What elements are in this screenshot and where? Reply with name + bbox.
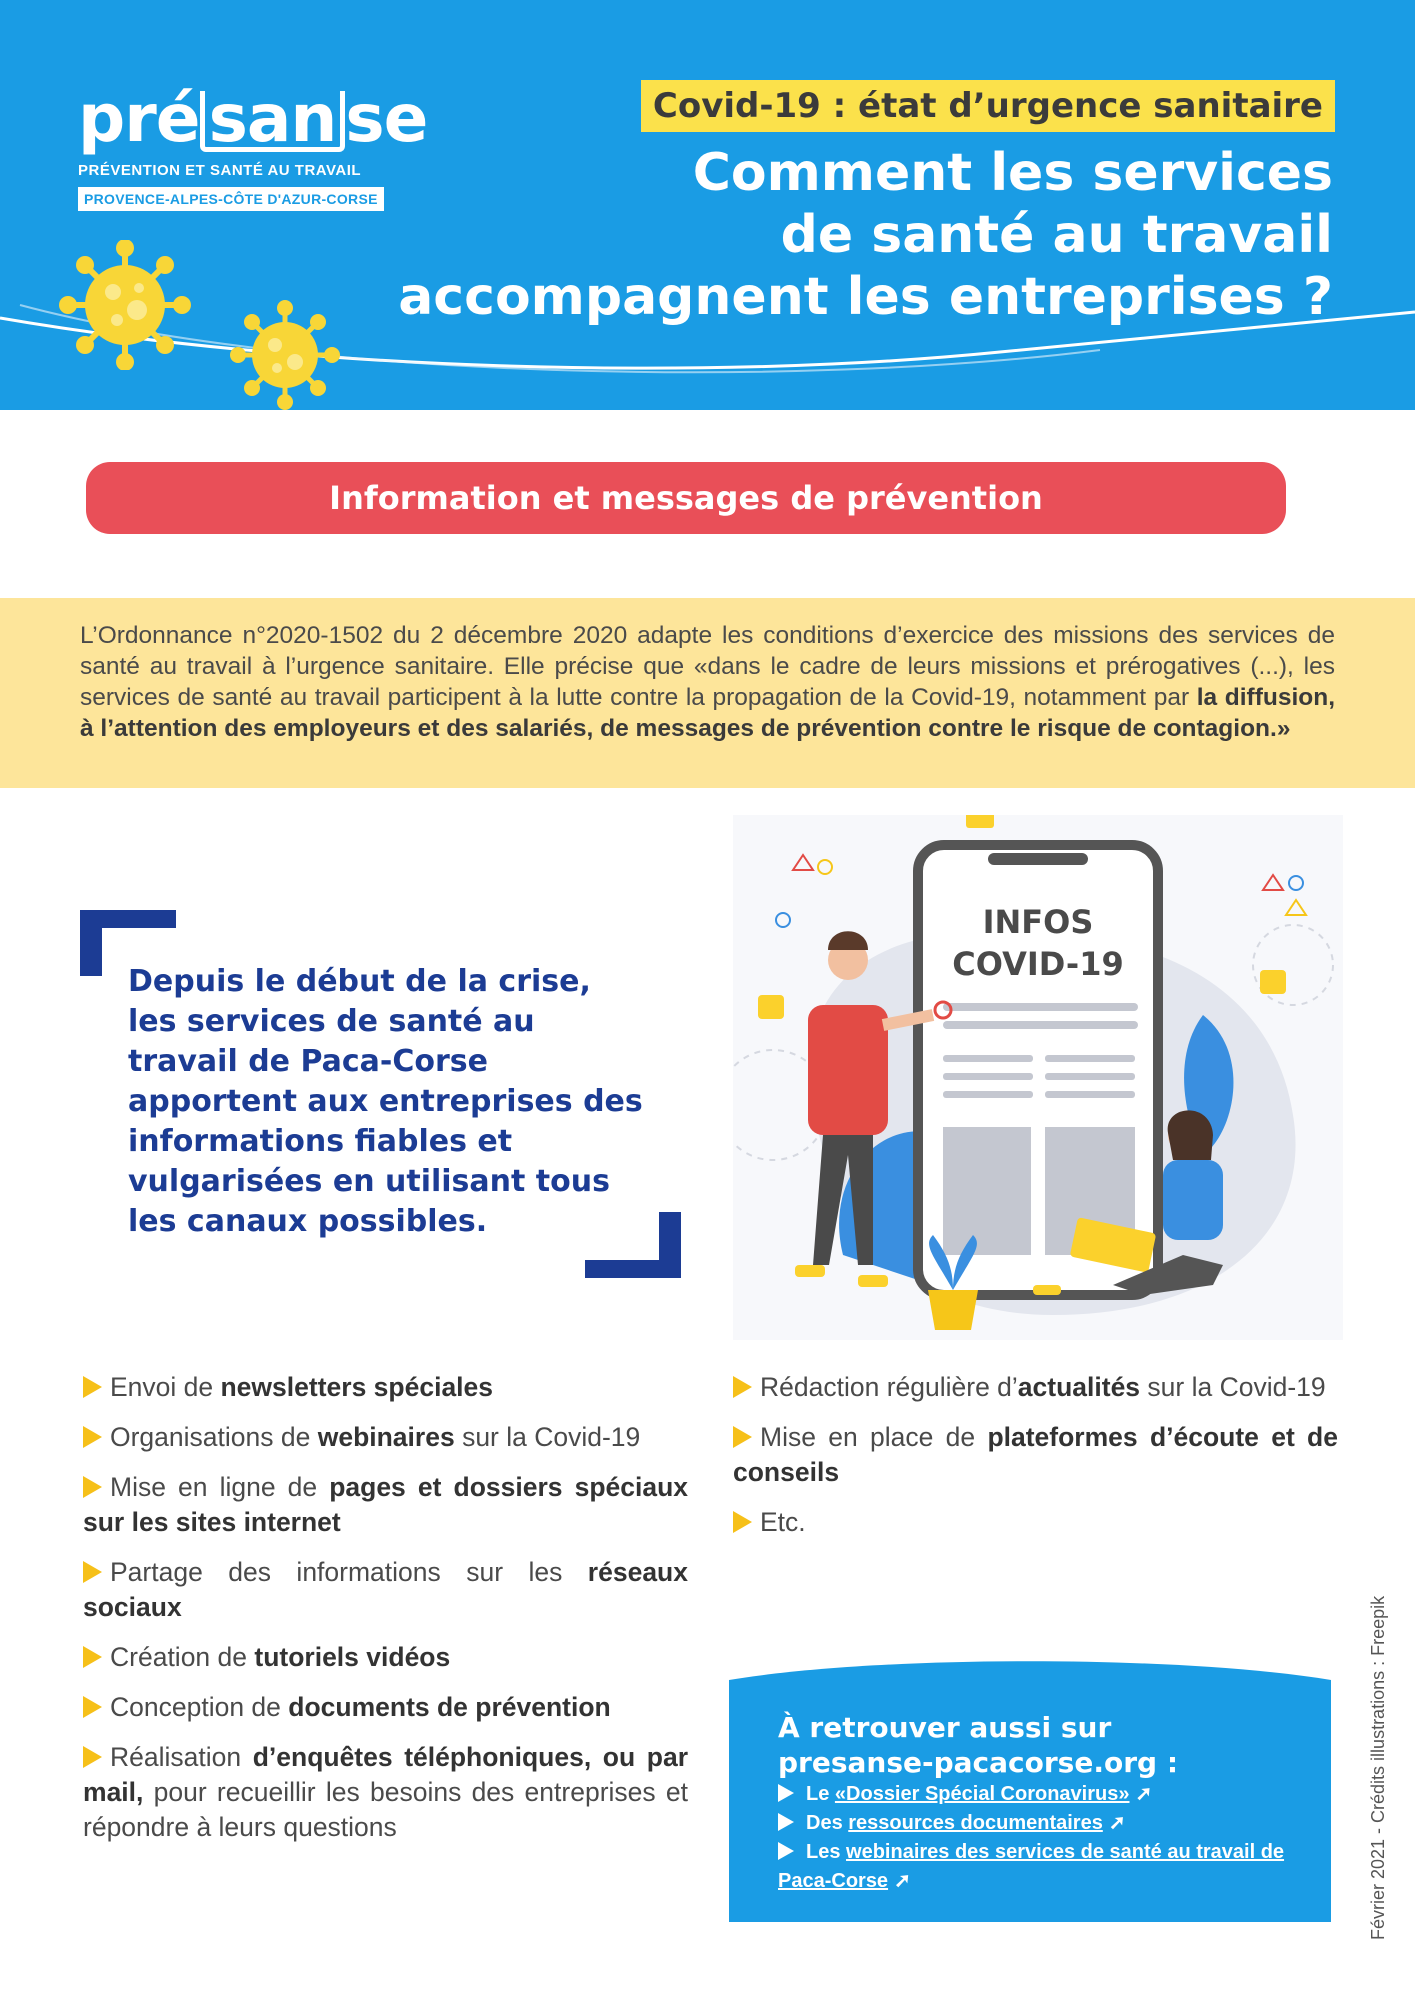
bullet-triangle-icon <box>83 1646 102 1668</box>
bullet-triangle-icon <box>83 1476 102 1498</box>
white-bullet-icon <box>778 1784 794 1802</box>
logo-wordmark: pré san se <box>78 80 428 157</box>
intro-paragraph: L’Ordonnance n°2020-1502 du 2 décembre 2020 adapte les conditions d’exercice des missions des services de santé au travail à l’urgence sanitaire. Elle précise que «dans le cadre de leurs missions et prérogatives (...), les services de santé au travail participent à la lutte contre la propagation de la Covid-19, notamment par la diffusion, à l’attention des employeurs et des salariés, de messages de prévention contre le risque de contagion.» <box>80 622 1336 742</box>
logo-tagline: PRÉVENTION ET SANTÉ AU TRAVAIL <box>78 162 362 180</box>
phone-line1: INFOS <box>982 903 1094 941</box>
logo-region: PROVENCE-ALPES-CÔTE D'AZUR-CORSE <box>78 187 384 211</box>
bullet-triangle-icon <box>733 1426 752 1448</box>
link-ressources-documentaires[interactable]: Des ressources documentaires ➚ <box>778 1809 1298 1838</box>
cursor-icon: ➚ <box>894 1870 911 1892</box>
list-item: Mise en place de plateformes d’écoute et de conseils <box>733 1422 1338 1487</box>
links-box <box>778 1710 1298 1896</box>
virus-icon-small <box>225 300 345 410</box>
link-dossier-coronavirus[interactable]: Le «Dossier Spécial Coronavirus» ➚ <box>778 1780 1298 1809</box>
list-item: Etc. <box>733 1505 1338 1540</box>
page-title: Comment les services de santé au travail accompagnent les entreprises ? <box>398 143 1333 327</box>
quote-block <box>80 910 680 1280</box>
bullet-triangle-icon <box>83 1696 102 1718</box>
list-item: Mise en ligne de pages et dossiers spéciaux sur les sites internet <box>83 1472 689 1537</box>
bullet-triangle-icon <box>733 1376 752 1398</box>
section-title: Information et messages de prévention <box>86 462 1286 534</box>
header-banner <box>0 0 1415 410</box>
phone-line2: COVID-19 <box>952 945 1124 983</box>
bullet-triangle-icon <box>83 1746 102 1768</box>
bullet-triangle-icon <box>83 1376 102 1398</box>
credits: Février 2021 - Crédits illustrations : Freepik <box>1368 1595 1388 1940</box>
white-bullet-icon <box>778 1813 794 1831</box>
bullet-triangle-icon <box>83 1426 102 1448</box>
bullet-triangle-icon <box>83 1561 102 1583</box>
list-item: Envoi de newsletters spéciales <box>83 1370 688 1405</box>
channels-list-left <box>83 1370 688 1860</box>
covid-tagline: Covid-19 : état d’urgence sanitaire <box>641 80 1335 132</box>
list-item: Création de tutoriels vidéos <box>83 1640 688 1675</box>
virus-icon <box>55 240 195 370</box>
list-item: Partage des informations sur les réseaux sociaux <box>83 1557 688 1622</box>
links-box-title: À retrouver aussi sur presanse-pacacorse.org : <box>778 1711 1179 1779</box>
quote-text: Depuis le début de la crise, les services de santé au travail de Paca-Corse apportent aux entreprises des informations fiables et vulgarisées en utilisant tous les canaux possibles. <box>128 964 643 1239</box>
bullet-triangle-icon <box>733 1511 752 1533</box>
list-item: Organisations de webinaires sur la Covid-19 <box>83 1420 688 1455</box>
link-webinaires[interactable]: Les webinaires des services de santé au travail de Paca-Corse ➚ <box>778 1841 1285 1892</box>
list-item: Conception de documents de prévention <box>83 1690 688 1725</box>
cursor-icon: ➚ <box>1108 1812 1126 1834</box>
cursor-icon: ➚ <box>1135 1783 1153 1805</box>
list-item: Réalisation d’enquêtes téléphoniques, ou par mail, pour recueillir les besoins des entreprises et répondre à leurs questions <box>83 1742 689 1842</box>
list-item: Rédaction régulière d’actualités sur la Covid-19 <box>733 1370 1338 1405</box>
quote-corner-bottom-right <box>585 1212 681 1278</box>
channels-list-right <box>733 1370 1338 1555</box>
phone-illustration <box>733 815 1343 1340</box>
white-bullet-icon <box>778 1842 794 1860</box>
